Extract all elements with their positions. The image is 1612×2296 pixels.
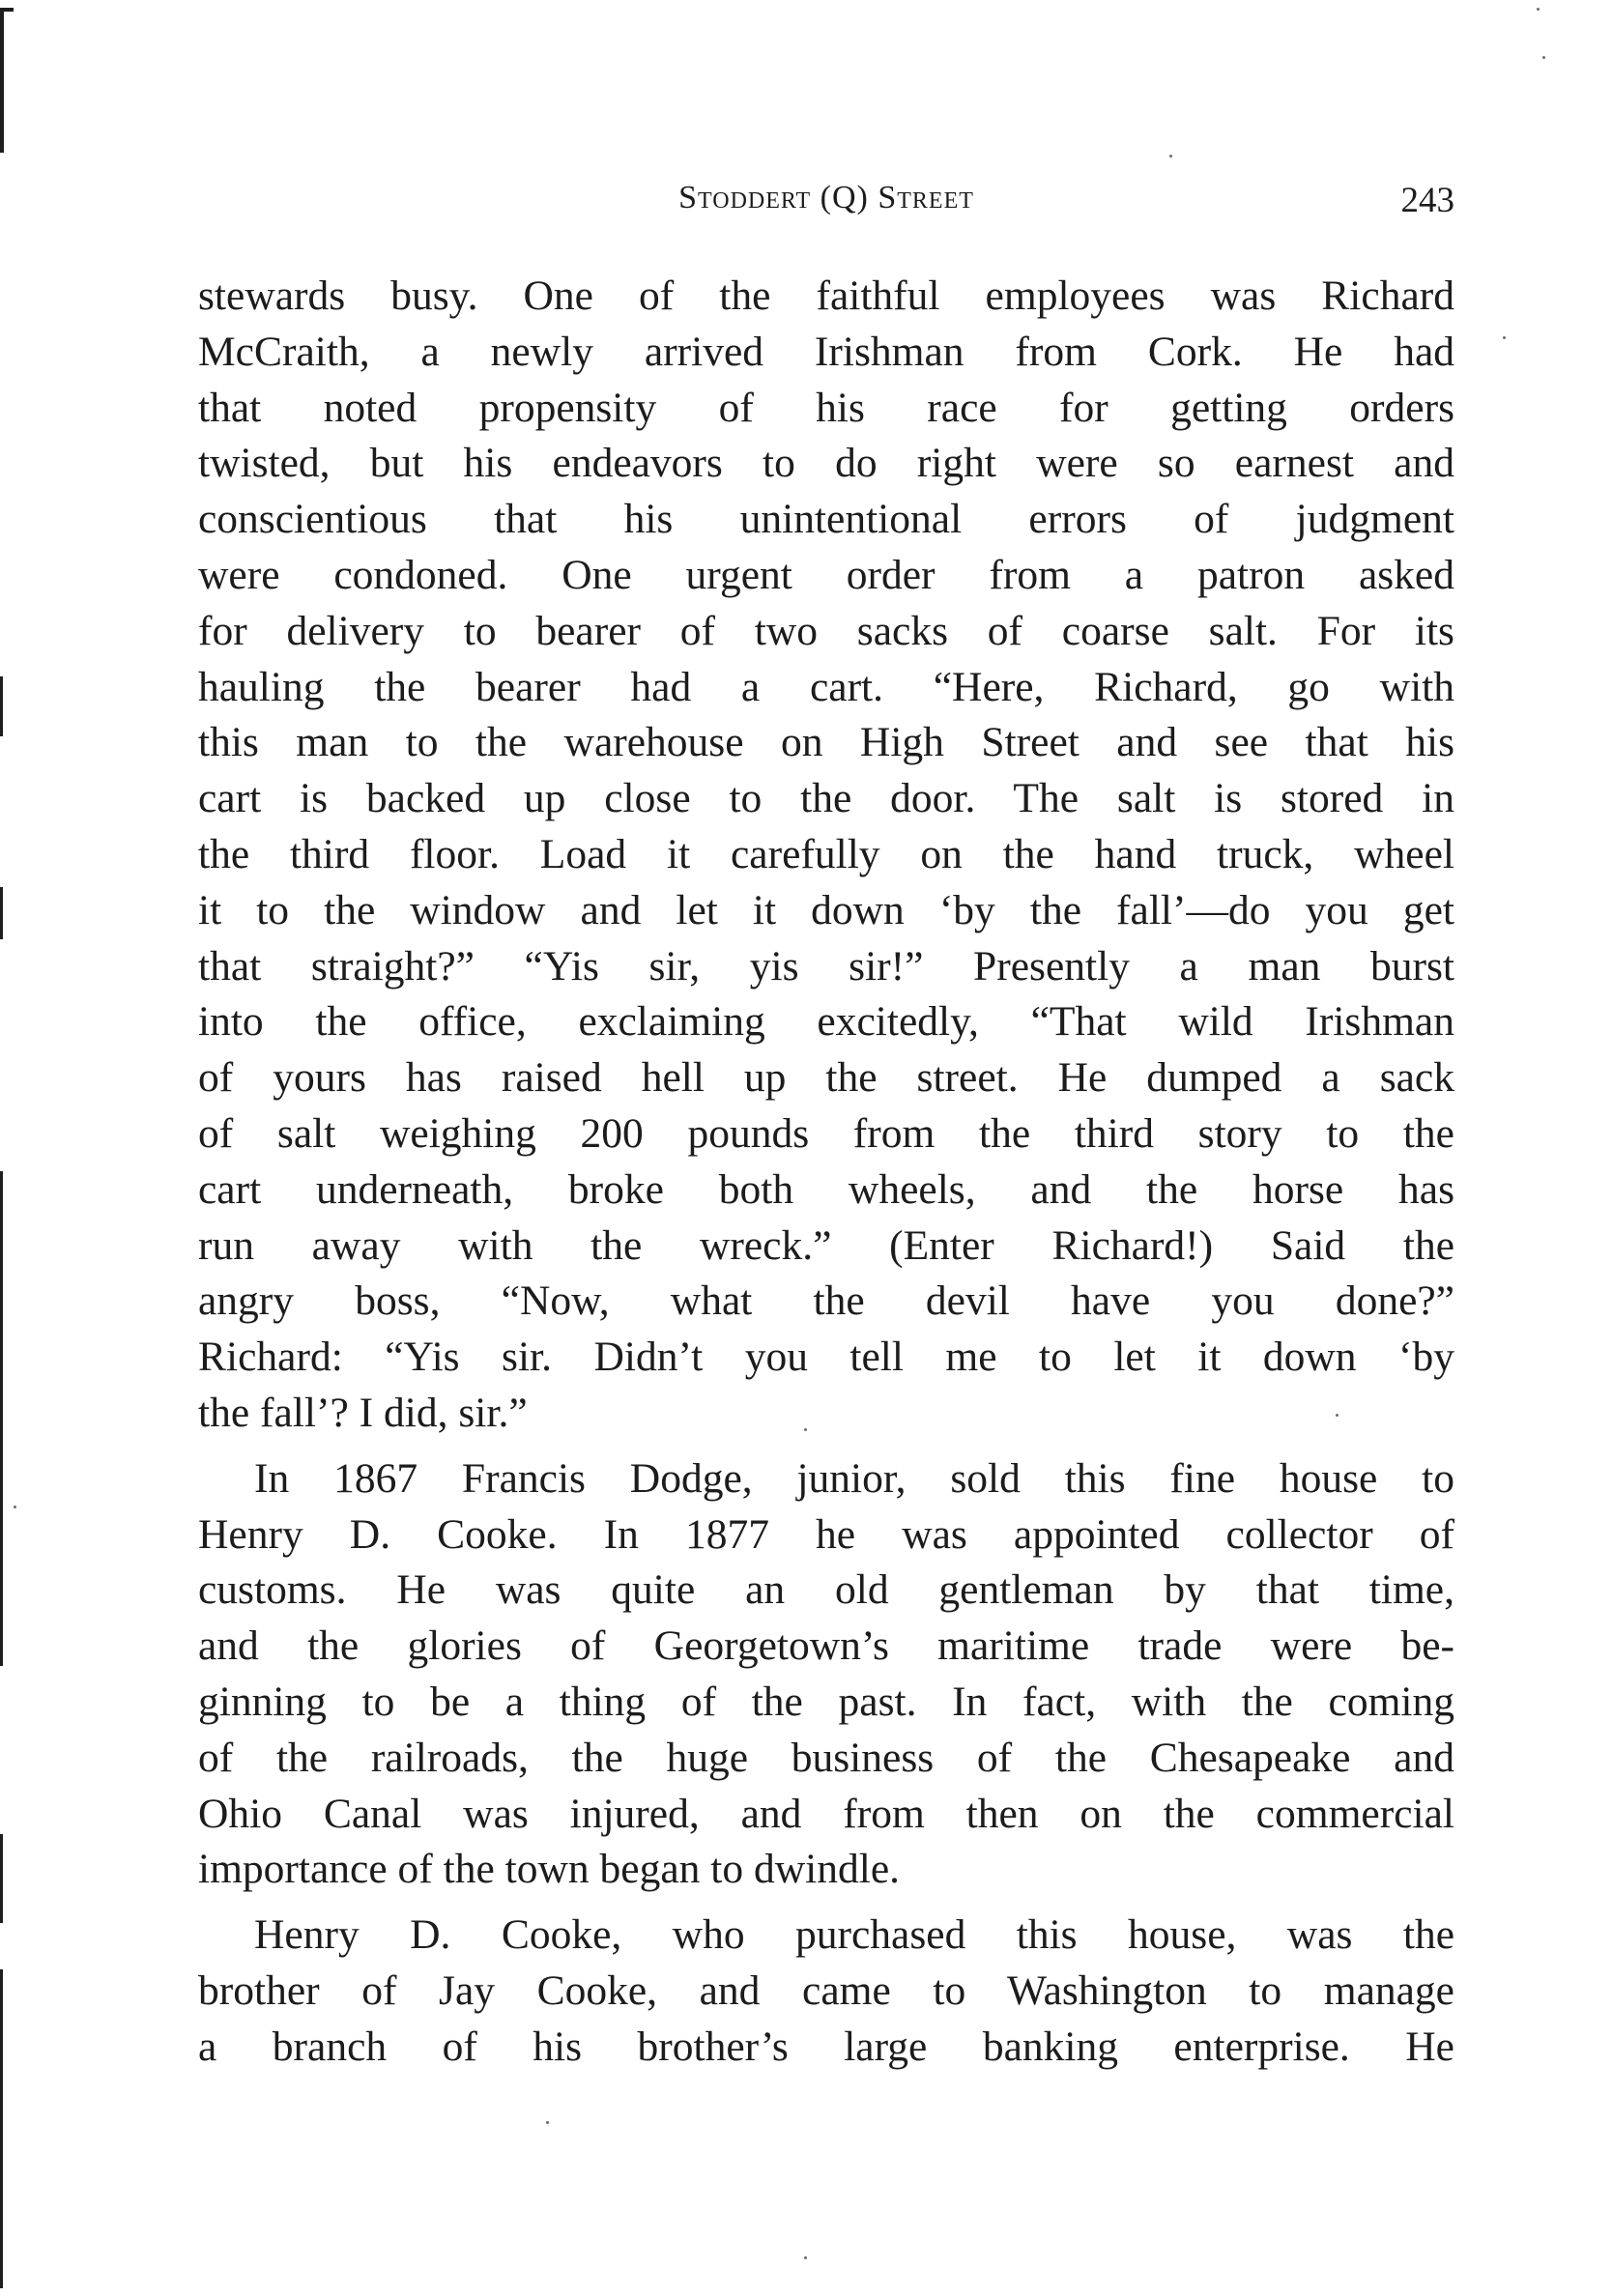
text-line: of yours has raised hell up the street. He dumped a sack	[198, 1054, 1454, 1102]
text-line: the fall’? I did, sir.”	[198, 1389, 528, 1436]
paragraph-continuation	[198, 269, 1454, 1442]
text-line: for delivery to bearer of two sacks of coarse salt. For its	[198, 607, 1454, 654]
scan-speck	[1542, 56, 1545, 59]
scan-edge-line-3	[0, 887, 3, 939]
scan-edge-line-4	[0, 1171, 3, 1666]
text-line: customs. He was quite an old gentleman by that time,	[198, 1566, 1454, 1614]
text-line: Henry D. Cooke. In 1877 he was appointed collector of	[198, 1510, 1454, 1558]
text-line: a branch of his brother’s large banking enterprise. He	[198, 2023, 1454, 2070]
text-line: cart underneath, broke both wheels, and the horse has	[198, 1165, 1454, 1213]
scan-edge-line-2	[0, 676, 3, 736]
scan-speck	[1537, 8, 1540, 11]
text-line: this man to the warehouse on High Street and see that his	[198, 719, 1454, 766]
paragraph-dodge-sale	[198, 1451, 1454, 1898]
scan-speck	[14, 1506, 16, 1508]
paragraph-gap	[198, 1442, 1454, 1451]
text-line: it to the window and let it down ‘by the fall’—do you get	[198, 886, 1454, 933]
text-line: Henry D. Cooke, who purchased this house, was the	[254, 1911, 1454, 1959]
text-line: into the office, exclaiming excitedly, “That wild Irishman	[198, 998, 1454, 1046]
text-line: Ohio Canal was injured, and from then on the commercial	[198, 1790, 1454, 1837]
text-line: importance of the town began to dwindle.	[198, 1846, 901, 1893]
body-text	[198, 269, 1454, 2076]
text-line: brother of Jay Cooke, and came to Washington to manage	[198, 1966, 1454, 2014]
running-title: Stoddert (Q) Street	[678, 180, 974, 215]
text-line: were condoned. One urgent order from a patron asked	[198, 551, 1454, 598]
paragraph-gap	[198, 1898, 1454, 1908]
text-line: In 1867 Francis Dodge, junior, sold this fine house to	[254, 1454, 1454, 1502]
text-line: run away with the wreck.” (Enter Richard!) Said the	[198, 1221, 1454, 1269]
scan-speck	[546, 2121, 549, 2124]
text-line: Richard: “Yis sir. Didn’t you tell me to let it down ‘by	[198, 1334, 1454, 1381]
text-line: McCraith, a newly arrived Irishman from Cork. He had	[198, 328, 1454, 375]
text-line: and the glories of Georgetown’s maritime trade were be-	[198, 1622, 1454, 1670]
scan-edge-line-1	[0, 10, 4, 153]
text-line: the third floor. Load it carefully on the hand truck, wheel	[198, 830, 1454, 877]
text-line: that noted propensity of his race for getting orders	[198, 384, 1454, 431]
running-header	[198, 180, 1454, 226]
text-line: angry boss, “Now, what the devil have you done?”	[198, 1277, 1454, 1325]
text-line: hauling the bearer had a cart. “Here, Richard, go with	[198, 663, 1454, 710]
page-number: 243	[1400, 181, 1454, 220]
text-line: cart is backed up close to the door. The salt is stored in	[198, 775, 1454, 822]
text-line: ginning to be a thing of the past. In fact, with the coming	[198, 1678, 1454, 1725]
text-line: of salt weighing 200 pounds from the third story to the	[198, 1109, 1454, 1157]
paragraph-henry-cooke	[198, 1908, 1454, 2075]
scan-speck	[1503, 336, 1506, 339]
text-line: stewards busy. One of the faithful employees was Richard	[198, 273, 1454, 319]
text-line: that straight?” “Yis sir, yis sir!” Presently a man burst	[198, 942, 1454, 990]
scan-edge-line-6	[0, 1969, 3, 2288]
text-line: twisted, but his endeavors to do right were so earnest and	[198, 440, 1454, 487]
text-line: of the railroads, the huge business of the Chesapeake and	[198, 1734, 1454, 1781]
scan-speck	[804, 2256, 807, 2259]
scan-speck	[1169, 155, 1172, 158]
scan-edge-line-5	[0, 1834, 3, 1923]
text-line: conscientious that his unintentional errors of judgment	[198, 496, 1454, 543]
